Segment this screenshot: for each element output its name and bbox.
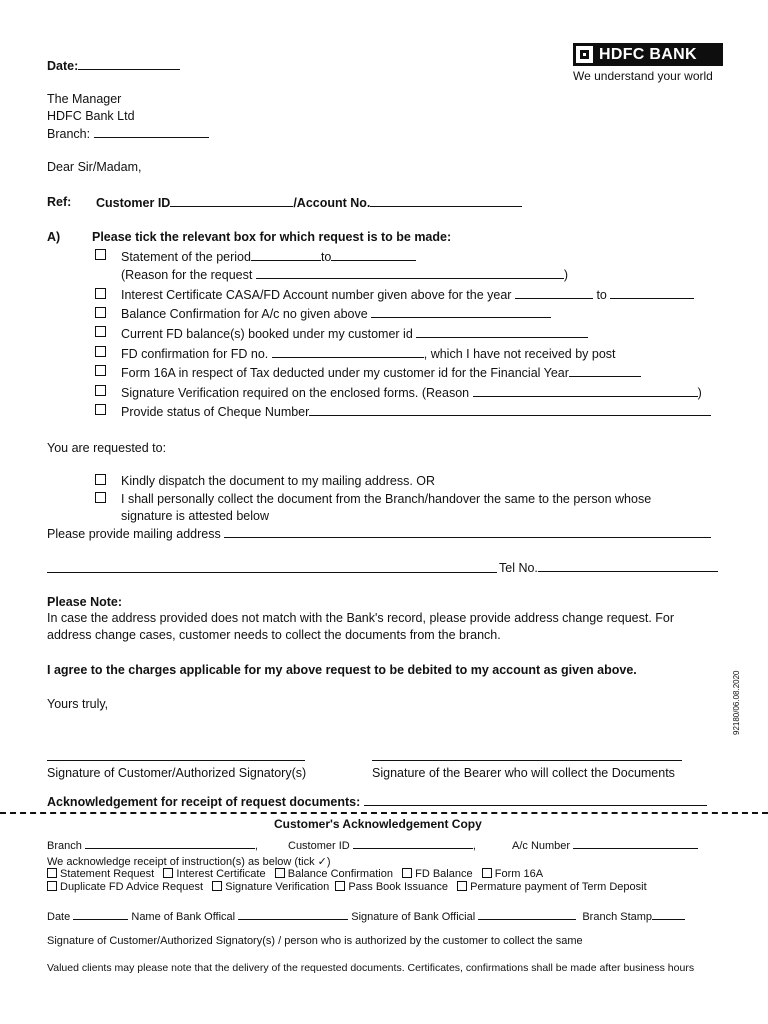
- checkbox-signature-verification[interactable]: [95, 385, 106, 396]
- section-a-marker: A): [47, 230, 61, 244]
- item-statement: Statement of the period to: [121, 249, 416, 264]
- item-fd-confirmation: FD confirmation for FD no. , which I have not received by post: [121, 347, 616, 361]
- checkbox-cheque-status[interactable]: [95, 404, 106, 415]
- item-fd-balance: Current FD balance(s) booked under my customer id: [121, 326, 588, 341]
- item-interest-certificate: Interest Certificate CASA/FD Account number given above for the year to: [121, 287, 694, 302]
- form-code: 92180/06.08.2020: [732, 670, 741, 735]
- address-line-2[interactable]: [47, 572, 497, 573]
- hdfc-logo-icon: [576, 46, 593, 63]
- hdfc-logo: [573, 43, 723, 66]
- ack-footer: Valued clients may please note that the delivery of the requested documents. Certificates, confirmations shall be made after business hours: [47, 962, 695, 974]
- checkbox-balance-confirmation[interactable]: [95, 307, 106, 318]
- checkbox-fd-confirmation[interactable]: [95, 346, 106, 357]
- ack-ac-number-field[interactable]: A/c Number: [512, 837, 698, 852]
- tel-field[interactable]: [499, 560, 718, 575]
- item-cheque-status: Provide status of Cheque Number: [121, 404, 711, 419]
- ack-checkbox[interactable]: [457, 881, 467, 891]
- checkbox-form-16a[interactable]: [95, 365, 106, 376]
- ref-label: Ref:: [47, 195, 72, 209]
- closing: Yours truly,: [47, 697, 109, 711]
- note-heading: Please Note:: [47, 595, 123, 609]
- requested-intro: You are requested to:: [47, 441, 167, 455]
- address-line1: The Manager: [47, 92, 122, 106]
- ack-customer-id-field[interactable]: Customer ID ,: [288, 837, 476, 852]
- bearer-signature-label: Signature of the Bearer who will collect the Documents: [372, 766, 675, 780]
- customer-signature-line[interactable]: [47, 760, 305, 761]
- ack-signature-line: Signature of Customer/Authorized Signatory(s) / person who is authorized by the customer to collect the same: [47, 935, 583, 947]
- bank-name: HDFC BANK: [599, 46, 697, 63]
- ack-checkbox[interactable]: [402, 868, 412, 878]
- ack-official-row[interactable]: Date Name of Bank Offical Signature of Bank Official Branch Stamp: [47, 908, 685, 923]
- mailing-address-label: Please provide mailing address: [47, 527, 221, 541]
- ack-checkbox[interactable]: [335, 881, 345, 891]
- ack-checkbox[interactable]: [212, 881, 222, 891]
- item-signature-verification: Signature Verification required on the enclosed forms. (Reason ): [121, 386, 702, 400]
- salutation: Dear Sir/Madam,: [47, 160, 142, 174]
- option-dispatch: Kindly dispatch the document to my mailing address. OR: [121, 474, 436, 488]
- ack-copy-title: Customer's Acknowledgement Copy: [274, 817, 482, 831]
- customer-signature-label: Signature of Customer/Authorized Signatory(s): [47, 766, 307, 780]
- ack-checkbox[interactable]: [275, 868, 285, 878]
- checkbox-dispatch[interactable]: [95, 474, 106, 485]
- tel-label: Tel No.: [499, 561, 538, 575]
- address-line2: HDFC Bank Ltd: [47, 109, 135, 123]
- section-a-heading: Please tick the relevant box for which request is to be made:: [92, 230, 452, 244]
- agree-statement: I agree to the charges applicable for my above request to be debited to my account as given above.: [47, 663, 637, 677]
- option-collect-line2: signature is attested below: [121, 509, 270, 523]
- option-collect-line1: I shall personally collect the document from the Branch/handover the same to the person whose: [121, 492, 652, 506]
- ack-checkbox[interactable]: [163, 868, 173, 878]
- date-field[interactable]: [47, 58, 180, 73]
- checkbox-fd-balance[interactable]: [95, 326, 106, 337]
- tagline: We understand your world: [573, 69, 713, 83]
- ack-checkbox[interactable]: [482, 868, 492, 878]
- note-line1: In case the address provided does not match with the Bank's record, please provide address change request. For: [47, 611, 675, 625]
- ack-receipt-text: We acknowledge receipt of instruction(s) as below (tick ✓): [47, 856, 331, 868]
- item-form-16a: Form 16A in respect of Tax deducted under my customer id for the Financial Year: [121, 365, 641, 380]
- item-reason: (Reason for the request ): [121, 268, 568, 282]
- branch-label: Branch:: [47, 127, 91, 141]
- note-line2: address change cases, customer needs to collect the documents from the branch.: [47, 628, 501, 642]
- account-no-label: /Account No.: [293, 196, 371, 210]
- ack-receipt-field[interactable]: [47, 794, 707, 809]
- branch-field[interactable]: [47, 126, 209, 141]
- checkbox-collect[interactable]: [95, 492, 106, 503]
- date-label: Date:: [47, 59, 79, 73]
- tear-line: [0, 812, 768, 814]
- ref-fields[interactable]: [96, 195, 522, 210]
- bearer-signature-line[interactable]: [372, 760, 682, 761]
- ack-branch-field[interactable]: Branch ,: [47, 837, 258, 852]
- ack-row2: Duplicate FD Advice Request Signature Verification Pass Book Issuance Permature payment of Term Deposit: [47, 881, 647, 893]
- ack-receipt-label: Acknowledgement for receipt of request documents:: [47, 795, 361, 809]
- checkbox-interest-certificate[interactable]: [95, 288, 106, 299]
- ack-row1: Statement Request Interest Certificate Balance Confirmation FD Balance Form 16A: [47, 868, 543, 880]
- ack-checkbox[interactable]: [47, 881, 57, 891]
- customer-id-label: Customer ID: [96, 196, 171, 210]
- item-balance-confirmation: Balance Confirmation for A/c no given above: [121, 306, 551, 321]
- checkbox-statement[interactable]: [95, 249, 106, 260]
- ack-checkbox[interactable]: [47, 868, 57, 878]
- mailing-address-field[interactable]: [47, 526, 711, 541]
